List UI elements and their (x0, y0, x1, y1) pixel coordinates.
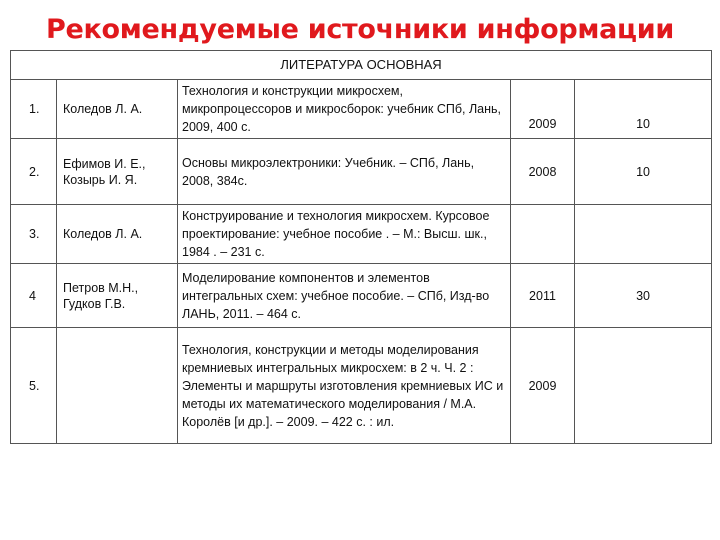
row-year: 2009 (511, 328, 575, 444)
row-quantity (575, 328, 712, 444)
row-year: 2008 (511, 139, 575, 205)
row-quantity: 10 (575, 139, 712, 205)
row-author: Коледов Л. А. (57, 80, 178, 139)
row-year: 2009 (511, 80, 575, 139)
page-title: Рекомендуемые источники информации (46, 14, 674, 45)
row-number: 3. (11, 205, 57, 264)
table-header: ЛИТЕРАТУРА ОСНОВНАЯ (11, 51, 712, 80)
row-quantity: 30 (575, 264, 712, 328)
row-author (57, 328, 178, 444)
row-quantity: 10 (575, 80, 712, 139)
row-description: Моделирование компонентов и элементов интегральных схем: учебное пособие. – СПб, Изд-во ЛАНЬ, 2011. – 464 с. (178, 264, 511, 328)
row-author: Коледов Л. А. (57, 205, 178, 264)
row-number: 1. (11, 80, 57, 139)
table-header-row (11, 51, 712, 80)
row-quantity (575, 205, 712, 264)
row-year (511, 205, 575, 264)
literature-table (10, 50, 712, 444)
row-description: Технология, конструкции и методы моделирования кремниевых интегральных микросхем: в 2 ч. Ч. 2 : Элементы и маршруты изготовления кремниевых ИС и методы их математического моделирования / М.А. Королёв [и др.]. – 2009. – 422 с. : ил. (178, 328, 511, 444)
table-row (11, 328, 712, 444)
row-year: 2011 (511, 264, 575, 328)
table-row (11, 264, 712, 328)
row-author: Петров М.Н., Гудков Г.В. (57, 264, 178, 328)
row-description: Основы микроэлектроники: Учебник. – СПб, Лань, 2008, 384с. (178, 139, 511, 205)
row-number: 2. (11, 139, 57, 205)
row-author: Ефимов И. Е., Козырь И. Я. (57, 139, 178, 205)
table-row (11, 139, 712, 205)
row-number: 4 (11, 264, 57, 328)
row-description: Технология и конструкции микросхем, микропроцессоров и микросборок: учебник СПб, Лань, 2009, 400 с. (178, 80, 511, 139)
row-number: 5. (11, 328, 57, 444)
table-row (11, 80, 712, 139)
row-description: Конструирование и технология микросхем. Курсовое проектирование: учебное пособие . – М.: Высш. шк., 1984 . – 231 с. (178, 205, 511, 264)
table-row (11, 205, 712, 264)
